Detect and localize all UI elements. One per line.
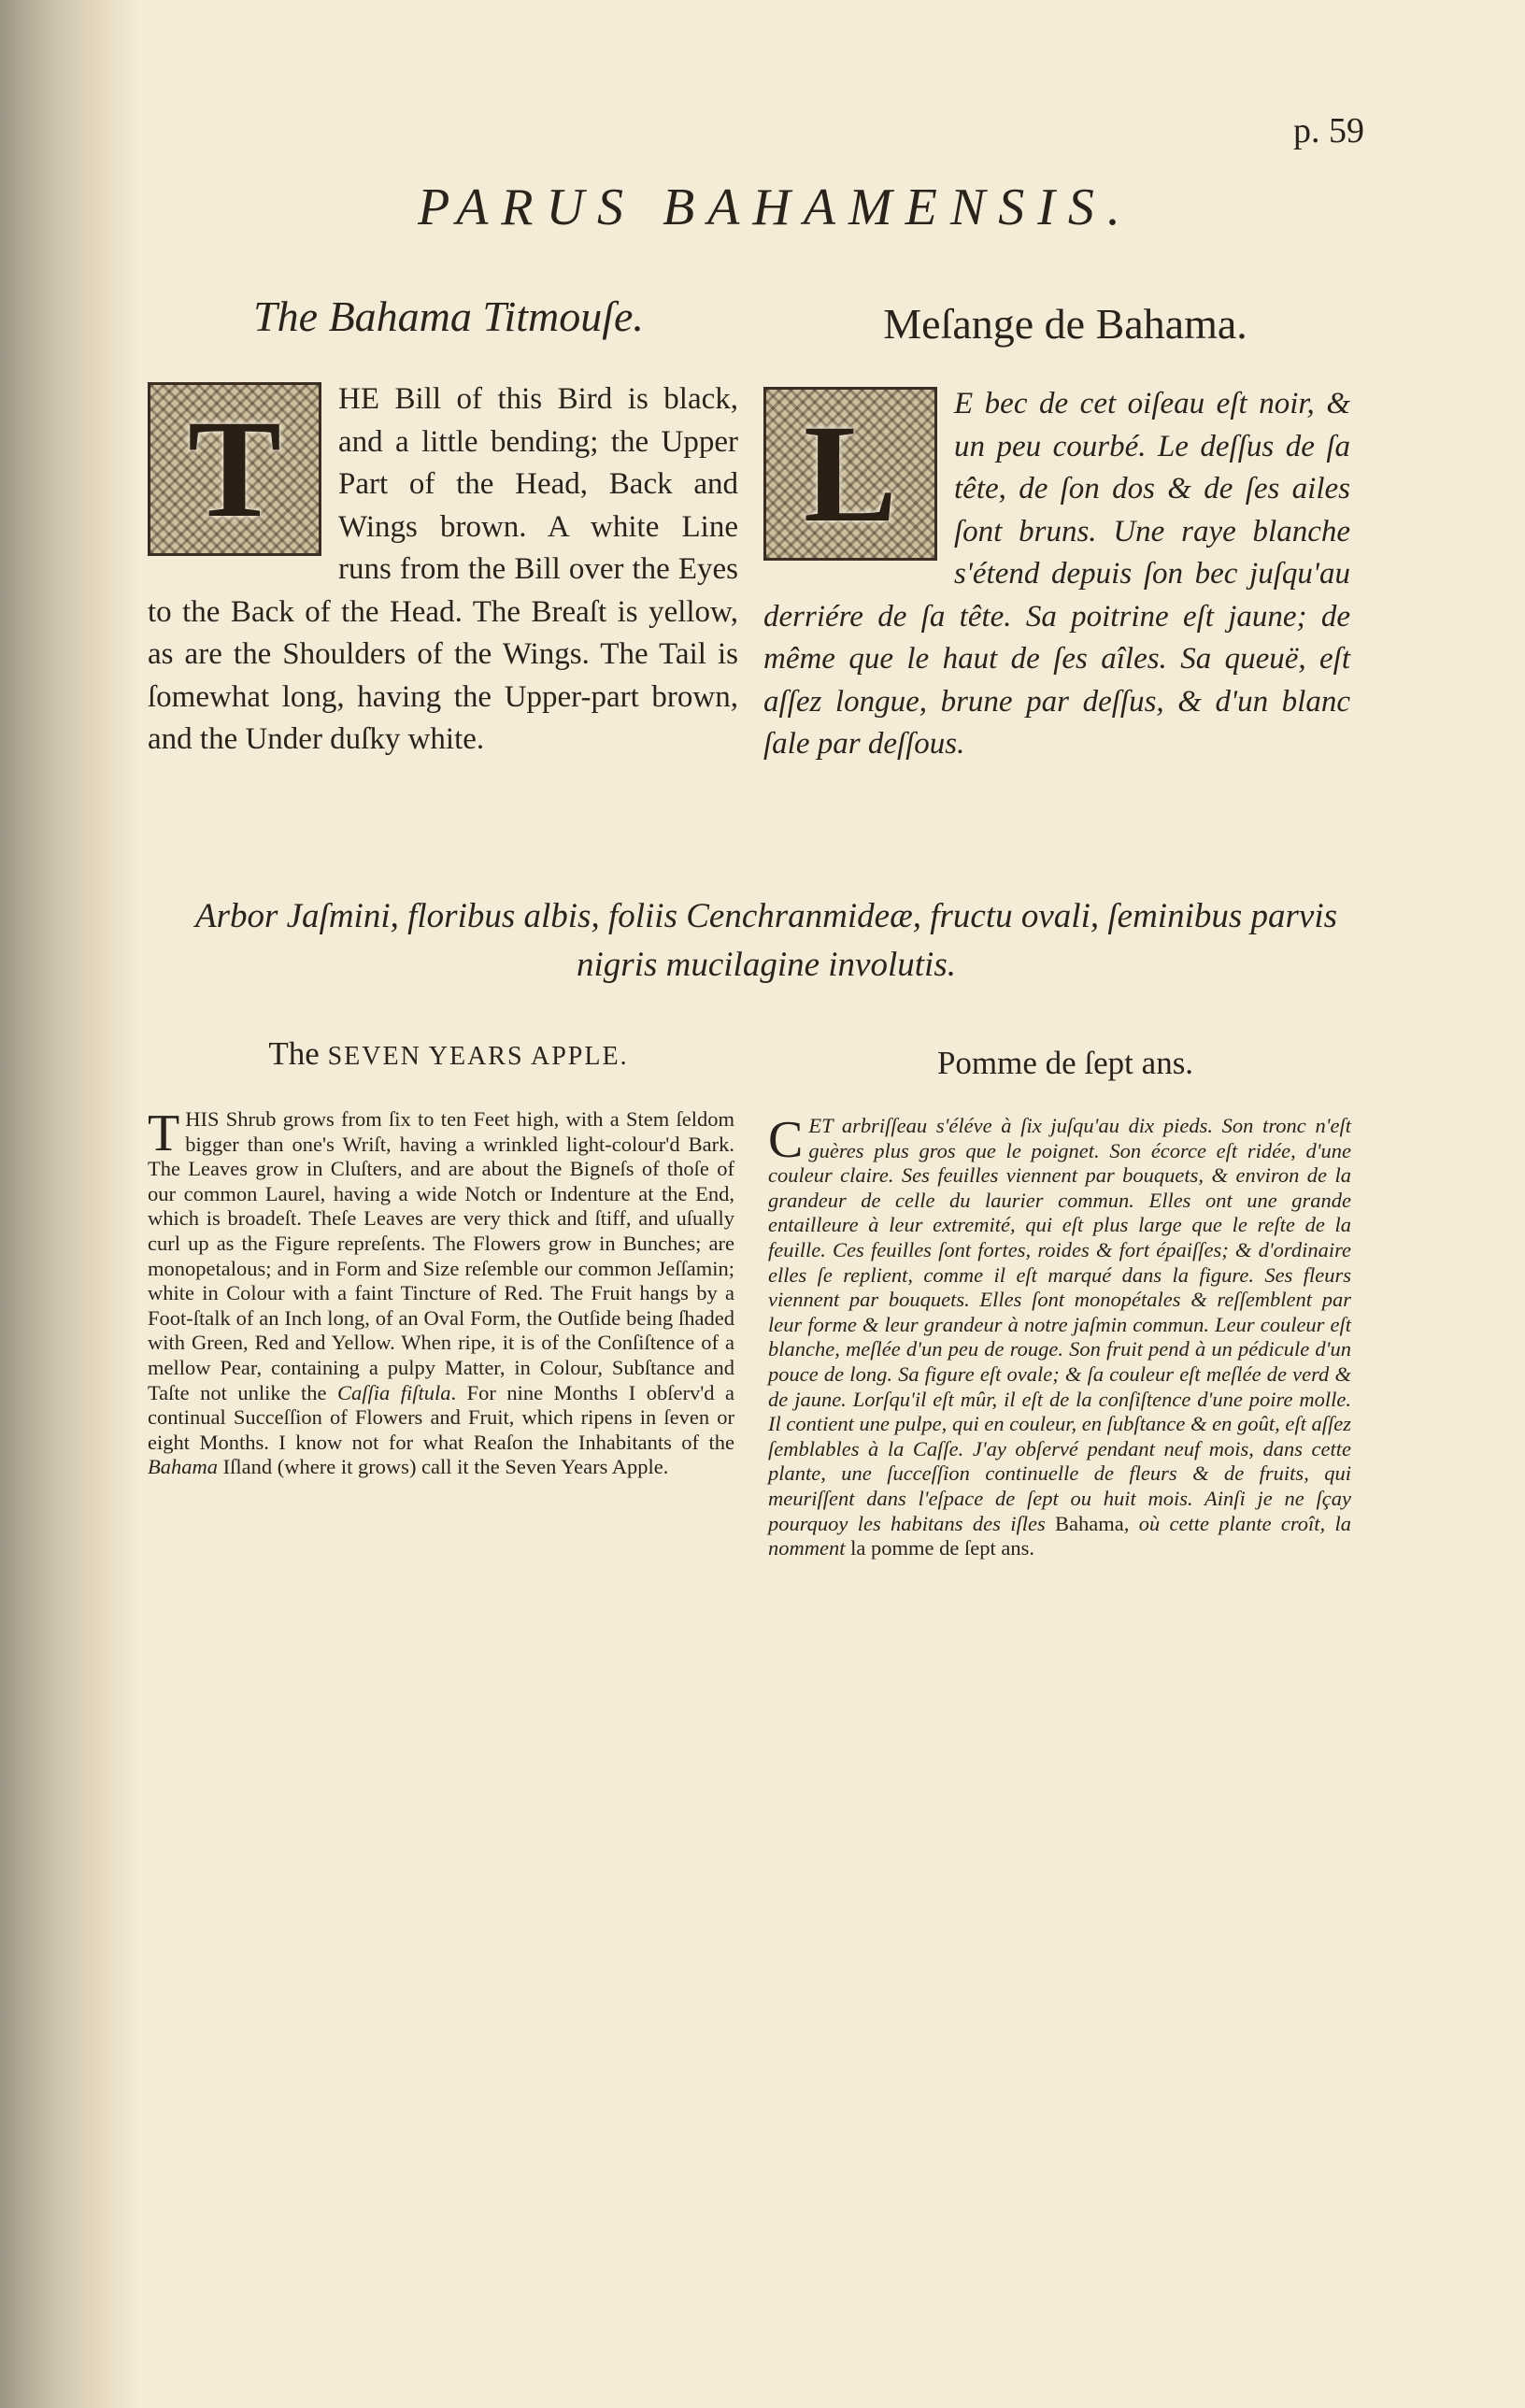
bird-french-text (763, 383, 1350, 766)
plant-english-text: THIS Shrub grows from ſix to ten Feet high, with a Stem ſeldom bigger than one's Wriſt, having a wrinkled light-colour'd Bark. The Leaves grow in Cluſters, and are about the Bigneſs of thoſe of our common Laurel, having a wide Notch or Indenture at the End, which is broadeſt. Theſe Leaves are very thick and ſtiff, and uſually curl up as the Figure repreſents. The Flowers grow in Bunches; are monopetalous; and in Form and Size reſemble our common Jeſſamin; white in Colour with a faint Tincture of Red. The Fruit hangs by a Foot-ſtalk of an Inch long, of an Oval Form, the Outſide being ſhaded with Green, Red and Yellow. When ripe, it is of the Conſiſtence of a mellow Pear, containing a pulpy Matter, in Colour, Subſtance and Taſte not unlike the Caſſia fiſtula. For nine Months I obſerv'd a continual Succeſſion of Flowers and Fruit, which ripens in ſeven or eight Months. I know not for what Reaſon the Inhabitants of the Bahama Iſland (where it grows) call it the Seven Years Apple. (148, 1104, 734, 1479)
bird-french-title: Meſange de Bahama. (883, 300, 1247, 348)
plant-french-text: CET arbriſſeau s'éléve à ſix juſqu'au dix pieds. Son tronc n'eſt guères plus gros que le poignet. Son écorce eſt ridée, d'une couleur claire. Ses feuilles viennent par bouquets, & environ de la grandeur de celle du laurier commun. Elles ont une grande entailleure à leur extremité, qui eſt plus large que le reſte de la feuille. Ces feuilles ſont fortes, roides & fort épaiſſes; & d'ordinaire elles ſe replient, comme il eſt marqué dans la figure. Ses fleurs viennent par bouquets. Elles ſont monopétales & reſſemblent par leur forme & leur grandeur à notre jaſmin commun. Leur couleur eſt blanche, meſlée d'un peu de rouge. Son fruit pend à un pédicule d'un pouce de long. Sa figure eſt ovale; & ſa couleur eſt meſlée de verd & de jaune. Lorſqu'il eſt mûr, il eſt de la conſiſtence d'une poire molle. Il contient une pulpe, qui en couleur, en ſubſtance & en goût, eſt aſſez ſemblables à la Caſſe. J'ay obſervé pendant neuf mois, dans cette plante, une ſucceſſion continuelle de fleurs & de fruits, qui meuriſſent dans l'eſpace de ſept ou huit mois. Ainſi je ne ſçay pourquoy les habitans des iſles Bahama, où cette plante croît, la nomment la pomme de ſept ans. (768, 1111, 1351, 1560)
bird-english-paragraph: HE Bill of this Bird is black, and a little bending; the Upper Part of the Head, Back and Wings brown. A white Line runs from the Bill over the Eyes to the Back of the Head. The Breaſt is yellow, as are the Shoulders of the Wings. The Tail is ſomewhat long, having the Upper-part brown, and the Under duſky white. (148, 382, 738, 756)
ornamental-initial-t: T (148, 382, 321, 556)
ornamental-initial-l: L (763, 387, 937, 561)
bird-english-title: The Bahama Titmouſe. (253, 292, 644, 340)
page-number: p. 59 (1293, 111, 1364, 150)
initial-c: C (768, 1111, 804, 1169)
initial-t: T (148, 1104, 180, 1162)
plant-french-title: Pomme de ſept ans. (936, 1045, 1194, 1081)
page-gutter-shadow (0, 0, 140, 2408)
bird-french-paragraph: E bec de cet oiſeau eſt noir, & un peu courbé. Le deſſus de ſa tête, de ſon dos & de ſes ailes ſont bruns. Une raye blanche s'étend depuis ſon bec juſqu'au derriére de ſa tête. Sa poitrine eſt jaune; de même que le haut de ſes aîles. Sa queuë, eſt aſſez longue, brune par deſſus, & d'un blanc ſale par deſſous. (763, 387, 1350, 761)
plant-latin-name: Arbor Jaſmini, floribus albis, foliis Cenchranmideæ, fructu ovali, ſeminibus parvis nigris mucilagine involutis. (194, 897, 1337, 984)
bird-english-text (148, 378, 738, 762)
plant-english-title: The SEVEN YEARS APPLE. (268, 1035, 629, 1072)
page-title: PARUS BAHAMENSIS. (418, 178, 1133, 236)
